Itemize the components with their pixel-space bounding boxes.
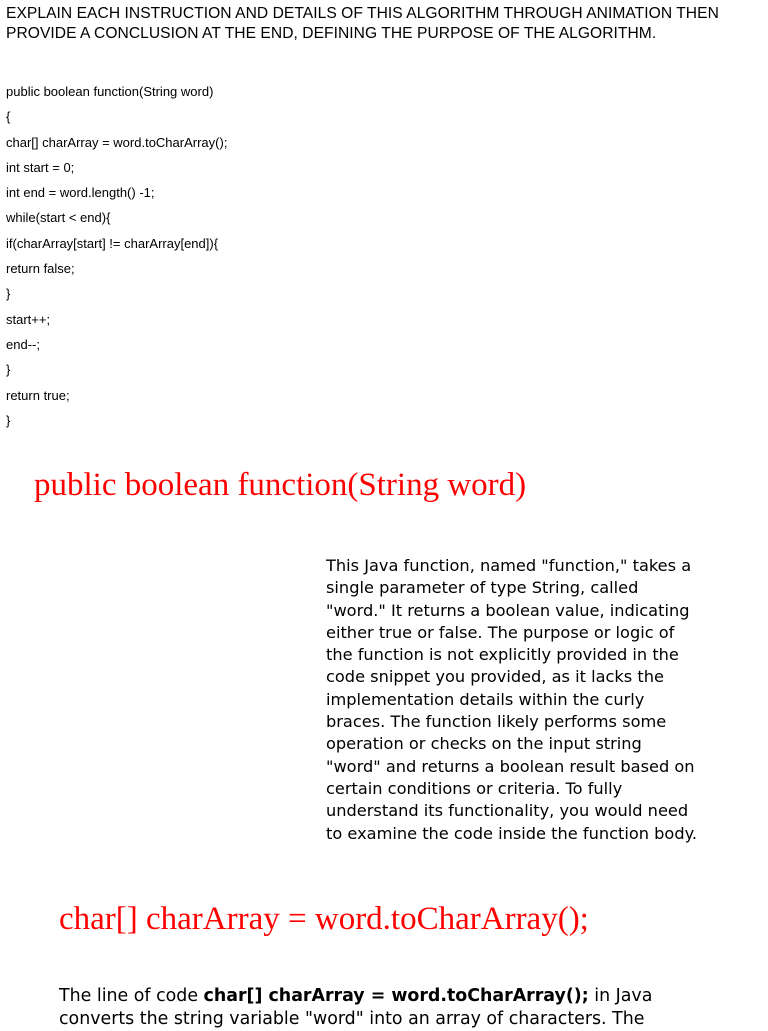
- section-2-line-1: [59, 985, 652, 1008]
- paragraph-line: This Java function, named "function," takes a: [326, 556, 692, 575]
- section-2-line-2: converts the string variable "word" into an array of characters. The: [59, 1009, 645, 1029]
- section-1-paragraph: [326, 555, 726, 845]
- paragraph-line: code snippet you provided, as it lacks the: [326, 667, 664, 687]
- prompt-line-1: EXPLAIN EACH INSTRUCTION AND DETAILS OF THIS ALGORITHM THROUGH ANIMATION THEN: [6, 5, 719, 22]
- code-listing: [6, 79, 227, 433]
- paragraph-line: certain conditions or criteria. To fully: [326, 778, 623, 798]
- section-2-paragraph: [59, 985, 652, 1031]
- code-line-12: }: [6, 362, 11, 378]
- section-2-code-bold: char[] charArray = word.toCharArray();: [203, 986, 589, 1006]
- code-line-2: {: [6, 109, 11, 125]
- section-2-prefix: The line of code: [59, 986, 204, 1006]
- paragraph-line: single parameter of type String, called: [326, 578, 639, 598]
- code-line-8: return false;: [6, 261, 75, 277]
- code-line-4: int start = 0;: [6, 159, 75, 175]
- code-line-6: while(start < end){: [6, 210, 111, 226]
- paragraph-line: braces. The function likely performs some: [326, 712, 667, 732]
- code-line-14: }: [6, 412, 11, 428]
- paragraph-line: "word." It returns a boolean value, indicating: [326, 600, 690, 620]
- code-line-7: if(charArray[start] != charArray[end]){: [6, 235, 219, 251]
- code-line-5: int end = word.length() -1;: [6, 185, 155, 201]
- paragraph-line: either true or false. The purpose or logic of: [326, 622, 675, 642]
- section-2-heading: char[] charArray = word.toCharArray();: [59, 901, 589, 937]
- code-line-1: public boolean function(String word): [6, 84, 214, 99]
- code-line-13: return true;: [6, 387, 70, 403]
- section-2-suffix: in Java: [588, 986, 653, 1006]
- paragraph-line: the function is not explicitly provided in the: [326, 645, 679, 665]
- code-line-11: end--;: [6, 336, 40, 352]
- section-1-heading: public boolean function(String word): [34, 467, 527, 503]
- paragraph-line: operation or checks on the input string: [326, 734, 642, 754]
- paragraph-line: implementation details within the curly: [326, 689, 645, 709]
- prompt-line-2: PROVIDE A CONCLUSION AT THE END, DEFINING THE PURPOSE OF THE ALGORITHM.: [6, 25, 657, 42]
- code-line-3: char[] charArray = word.toCharArray();: [6, 134, 228, 150]
- paragraph-line: understand its functionality, you would need: [326, 801, 689, 821]
- code-line-10: start++;: [6, 311, 51, 327]
- assignment-prompt: [6, 4, 762, 44]
- code-line-9: }: [6, 286, 11, 302]
- paragraph-line: "word" and returns a boolean result based on: [326, 756, 695, 776]
- paragraph-line: to examine the code inside the function body.: [326, 823, 698, 843]
